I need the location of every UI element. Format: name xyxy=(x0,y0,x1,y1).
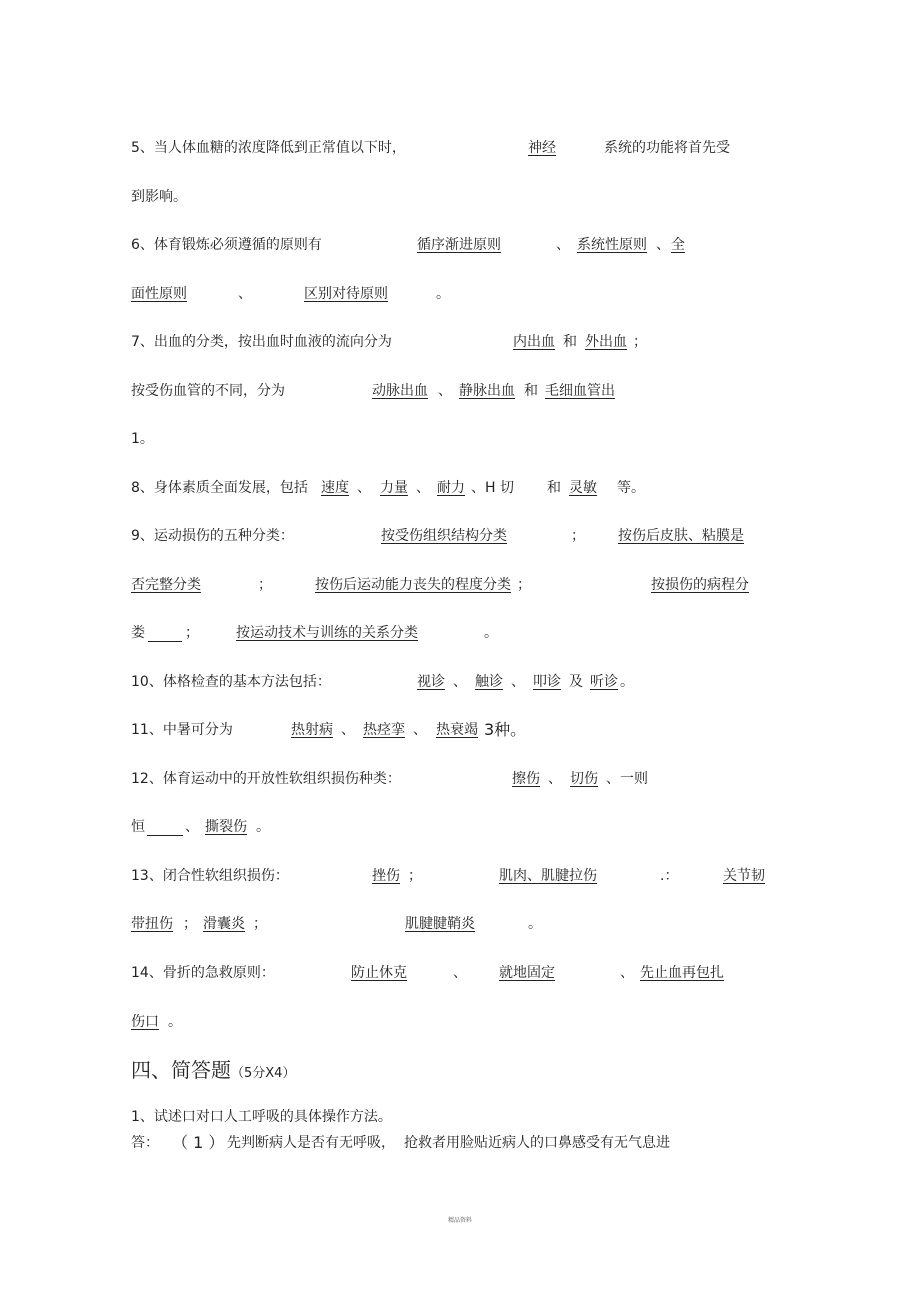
answer-blank: 热衰竭 xyxy=(436,722,478,738)
empty-blank xyxy=(148,625,182,642)
question-13-line-1: 13、闭合性软组织损伤： 挫伤 ； 肌肉、肌腱拉伤 .： 关节韧 xyxy=(0,864,920,888)
answer-blank: 肌腱腱鞘炎 xyxy=(405,916,475,932)
answer-blank: 防止休克 xyxy=(351,965,407,981)
answer-blank: 带扭伤 xyxy=(131,916,173,932)
answer-blank: 伤口 xyxy=(131,1014,159,1030)
answer-blank: 耐力 xyxy=(437,480,465,496)
question-9-line-2: 否完整分类 ； 按伤后运动能力丧失的程度分类 ； 按损伤的病程分 xyxy=(0,573,920,597)
question-8-line-1: 8、身体素质全面发展，包括 速度 、 力量 、 耐力 、H 切 和 灵敏 等。 xyxy=(0,476,920,500)
answer-blank: 关节韧 xyxy=(723,868,765,884)
answer-blank: 动脉出血 xyxy=(372,383,428,399)
question-10-line-1: 10、体格检查的基本方法包括： 视诊 、 触诊 、 叩诊 及 听诊 。 xyxy=(0,670,920,694)
answer-blank: 力量 xyxy=(380,480,408,496)
short-answer-1-answer: 答： （ 1 ） 先判断病人是否有无呼吸， 抢救者用脸贴近病人的口鼻感受有无气息进 xyxy=(131,1133,670,1152)
short-answer-1-question: 1、试述口对口人工呼吸的具体操作方法。 xyxy=(131,1109,392,1125)
answer-blank: 循序渐进原则 xyxy=(417,237,501,253)
answer-blank: 按伤后运动能力丧失的程度分类 xyxy=(315,577,511,593)
answer-blank: 面性原则 xyxy=(131,286,187,302)
answer-blank: 视诊 xyxy=(417,674,445,690)
answer-blank: 热射病 xyxy=(291,722,333,738)
answer-blank: 速度 xyxy=(321,480,349,496)
answer-blank: 系统性原则 xyxy=(577,237,647,253)
answer-blank: 就地固定 xyxy=(499,965,555,981)
question-12-line-2: 恒 、 撕裂伤 。 xyxy=(0,815,920,839)
answer-blank: 全 xyxy=(671,237,685,253)
question-7-line-3: 1。 xyxy=(131,431,154,447)
question-9-line-3: 娄 ； 按运动技术与训练的关系分类 。 xyxy=(0,621,920,645)
answer-blank: 按伤后皮肤、粘膜是 xyxy=(618,528,744,544)
answer-blank: 擦伤 xyxy=(512,771,540,787)
answer-blank: 静脉出血 xyxy=(459,383,515,399)
question-5-line-1: 5、当人体血糖的浓度降低到正常值以下时， 神经 系统的功能将首先受 xyxy=(0,136,920,160)
answer-blank: 撕裂伤 xyxy=(205,819,247,835)
question-11-line-1: 11、中暑可分为 热射病 、 热痉挛 、 热衰竭 3种。 xyxy=(0,718,920,742)
question-14-line-2: 伤口 。 xyxy=(0,1010,920,1034)
answer-blank: 按损伤的病程分 xyxy=(651,577,749,593)
empty-blank xyxy=(147,819,183,836)
answer-blank: 触诊 xyxy=(475,674,503,690)
answer-blank: 外出血 xyxy=(585,334,627,350)
question-6-line-1: 6、体育锻炼必须遵循的原则有 循序渐进原则 、 系统性原则 、 全 xyxy=(0,233,920,257)
answer-blank: 神经 xyxy=(528,140,556,156)
answer-blank: 区别对待原则 xyxy=(304,286,388,302)
answer-blank: 挫伤 xyxy=(372,868,400,884)
answer-blank: 叩诊 xyxy=(533,674,561,690)
answer-blank: 按受伤组织结构分类 xyxy=(381,528,507,544)
answer-blank: 按运动技术与训练的关系分类 xyxy=(236,625,418,641)
question-14-line-1: 14、骨折的急救原则： 防止休克 、 就地固定 、 先止血再包扎 xyxy=(0,961,920,985)
answer-blank: 热痉挛 xyxy=(363,722,405,738)
question-9-line-1: 9、运动损伤的五种分类： 按受伤组织结构分类 ； 按伤后皮肤、粘膜是 xyxy=(0,524,920,548)
answer-blank: 先止血再包扎 xyxy=(640,965,724,981)
answer-blank: 听诊 xyxy=(590,674,618,690)
question-7-line-1: 7、出血的分类，按出血时血液的流向分为 内出血 和 外出血 ； xyxy=(0,330,920,354)
answer-blank: 切伤 xyxy=(570,771,598,787)
question-6-line-2: 面性原则 、 区别对待原则 。 xyxy=(0,282,920,306)
question-13-line-2: 带扭伤 ； 滑囊炎 ； 肌腱腱鞘炎 。 xyxy=(0,912,920,936)
answer-blank: 滑囊炎 xyxy=(203,916,245,932)
question-7-line-2: 按受伤血管的不同，分为 动脉出血 、 静脉出血 和 毛细血管出 xyxy=(0,379,920,403)
question-5-line-2: 到影响。 xyxy=(131,189,187,205)
answer-blank: 肌肉、肌腱拉伤 xyxy=(499,868,597,884)
section-heading: 四、简答题（5分X4） xyxy=(131,1058,296,1082)
answer-blank: 灵敏 xyxy=(569,480,597,496)
footer-watermark: 精品资料 xyxy=(447,1217,472,1224)
answer-blank: 内出血 xyxy=(513,334,555,350)
answer-blank: 毛细血管出 xyxy=(545,383,615,399)
answer-blank: 否完整分类 xyxy=(131,577,201,593)
question-12-line-1: 12、体育运动中的开放性软组织损伤种类： 擦伤 、 切伤 、一则 xyxy=(0,767,920,791)
